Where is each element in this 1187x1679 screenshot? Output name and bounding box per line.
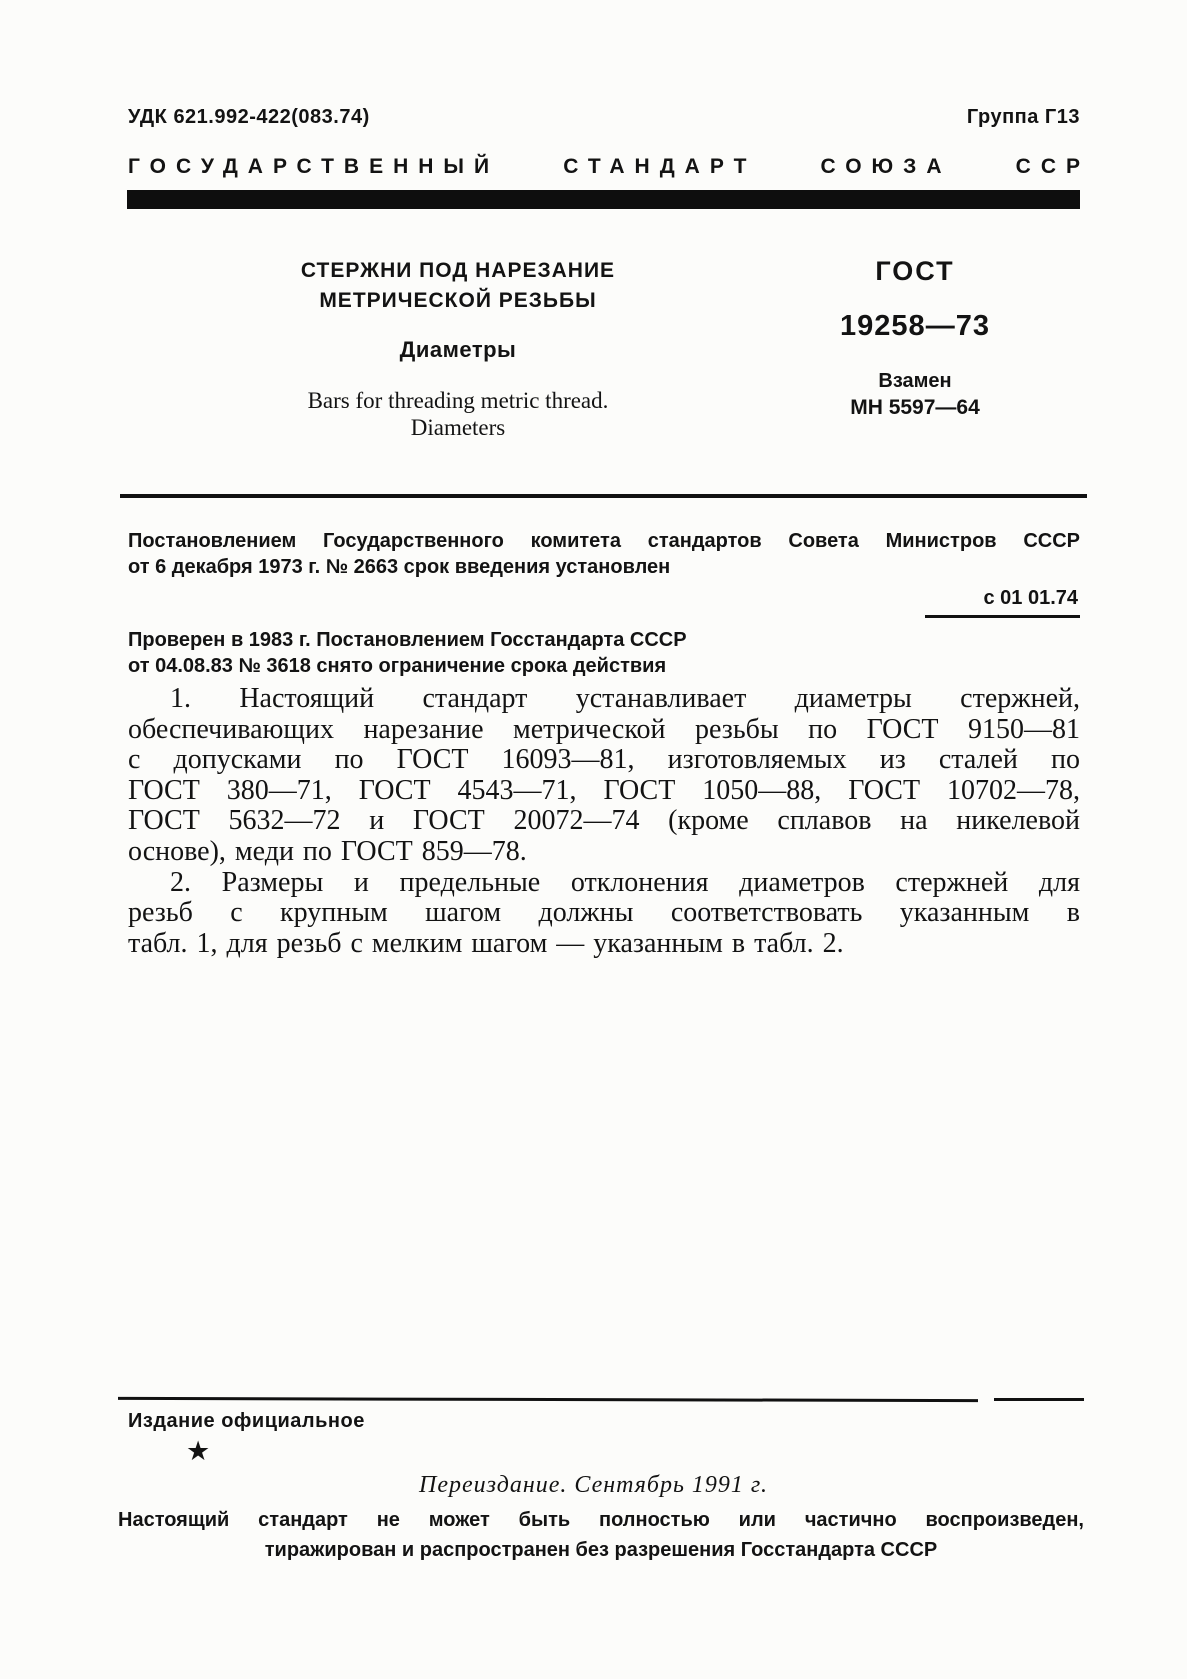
decree-line: от 6 декабря 1973 г. № 2663 срок введения установлен bbox=[128, 556, 671, 578]
body-line: с допусками по ГОСТ 16093—81, изготовляемых из сталей по bbox=[128, 744, 1080, 776]
designation-number: 19258—73 bbox=[840, 310, 990, 342]
body-line: резьб с крупным шагом должны соответствовать указанным в bbox=[128, 897, 1080, 929]
copyright-line: Настоящий стандарт не может быть полностью или частично воспроизведен, bbox=[118, 1509, 1084, 1531]
designation-label: ГОСТ bbox=[875, 256, 955, 286]
effective-date: с 01 01.74 bbox=[925, 585, 1080, 618]
reissue-note: Переиздание. Сентябрь 1991 г. bbox=[419, 1472, 768, 1498]
decree-block bbox=[128, 528, 1080, 679]
title-line-en: Diameters bbox=[410, 415, 506, 440]
title-line: СТЕРЖНИ ПОД НАРЕЗАНИЕ bbox=[300, 259, 616, 282]
subtitle-russian: Диаметры bbox=[399, 337, 517, 362]
group-code: Группа Г13 bbox=[966, 106, 1080, 128]
copyright-line: тиражирован и распространен без разрешения Госстандарта СССР bbox=[264, 1539, 938, 1561]
official-edition-label: Издание официальное bbox=[128, 1410, 365, 1432]
body-line: 1. Настоящий стандарт устанавливает диаметры стержней, bbox=[170, 683, 1080, 714]
footer-rule-segment bbox=[118, 1397, 978, 1402]
body-line: ГОСТ 380—71, ГОСТ 4543—71, ГОСТ 1050—88, ГОСТ 10702—78, bbox=[128, 774, 1080, 806]
body-line: 2. Размеры и предельные отклонения диаметров стержней для bbox=[170, 866, 1080, 898]
check-line: от 04.08.83 № 3618 снято ограничение срока действия bbox=[128, 655, 667, 677]
identification-row bbox=[128, 106, 1080, 129]
standard-title-block bbox=[178, 256, 738, 441]
star-icon: ★ bbox=[186, 1436, 211, 1466]
body-line: обеспечивающих нарезание метрической резьбы по ГОСТ 9150—81 bbox=[128, 713, 1080, 745]
standard-body-text bbox=[128, 684, 1080, 959]
check-line: Проверен в 1983 г. Постановлением Госстандарта СССР bbox=[128, 629, 687, 651]
state-standard-word: ГОСУДАРСТВЕННЫЙ bbox=[128, 155, 500, 178]
body-line: ГОСТ 5632—72 и ГОСТ 20072—74 (кроме сплавов на никелевой bbox=[128, 805, 1080, 837]
section-divider-rule bbox=[120, 494, 1087, 498]
replaces-number: МН 5597—64 bbox=[850, 396, 980, 419]
state-standard-word: СОЮЗА bbox=[820, 155, 952, 178]
state-standard-word: ССР bbox=[1015, 155, 1090, 178]
footer-rule-segment bbox=[994, 1398, 1084, 1401]
title-english bbox=[178, 387, 738, 441]
state-standard-heading bbox=[128, 155, 1090, 179]
body-line: основе), меди по ГОСТ 859—78. bbox=[128, 835, 527, 867]
effective-date-row bbox=[128, 585, 1080, 618]
decree-line: Постановлением Государственного комитета стандартов Совета Министров СССР bbox=[128, 530, 1080, 552]
title-line-en: Bars for threading metric thread. bbox=[307, 388, 609, 413]
title-line: МЕТРИЧЕСКОЙ РЕЗЬБЫ bbox=[319, 289, 597, 312]
replaces-label: Взамен bbox=[878, 370, 952, 392]
body-line: табл. 1, для резьб с мелким шагом — указанным в табл. 2. bbox=[128, 927, 844, 959]
copyright-notice bbox=[118, 1505, 1084, 1565]
title-russian bbox=[178, 256, 738, 316]
udk-code: УДК 621.992-422(083.74) bbox=[128, 106, 370, 128]
state-standard-word: СТАНДАРТ bbox=[563, 155, 757, 178]
designation-block bbox=[770, 256, 1060, 420]
footer-divider-rule bbox=[118, 1398, 1084, 1401]
header-divider-bar bbox=[127, 190, 1080, 209]
